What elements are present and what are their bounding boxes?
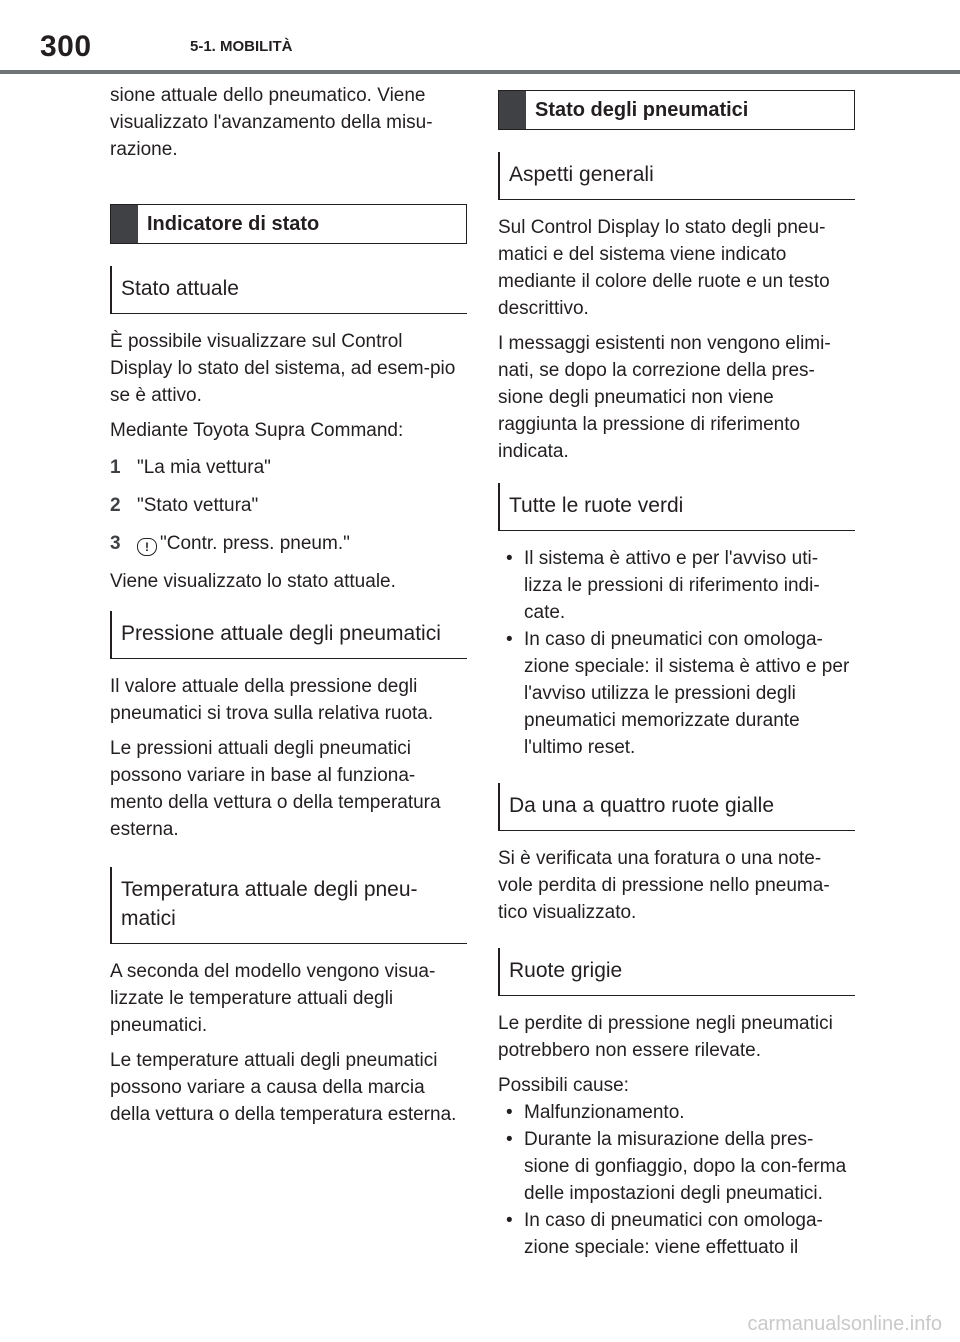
left-column — [110, 82, 467, 1136]
tire-pressure-warning-icon: ! — [137, 538, 157, 556]
step-3 — [110, 530, 467, 557]
heading-text: Stato degli pneumatici — [535, 99, 749, 121]
step-number: 3 — [110, 533, 121, 554]
list-item: • Il sistema è attivo e per l'avviso uti-lizza le pressioni di riferimento indi-cate. — [498, 545, 855, 626]
paragraph: Le pressioni attuali degli pneumatici possono variare in base al funziona-mento della vettura o della temperatura esterna. — [110, 738, 441, 840]
paragraph: È possibile visualizzare sul Control Display lo stato del sistema, ad esem-pio se è attivo. — [110, 331, 456, 406]
header-divider — [0, 70, 960, 74]
paragraph: Si è verificata una foratura o una note-vole perdita di pressione nello pneuma-tico visualizzato. — [498, 848, 830, 923]
bullet-list — [498, 545, 855, 761]
heading-stato-degli-pneumatici — [498, 90, 855, 130]
paragraph: Le perdite di pressione negli pneumatici potrebbero non essere rilevate. — [498, 1013, 833, 1061]
step-text: "Contr. press. pneum." — [160, 533, 350, 554]
heading-bar — [111, 205, 138, 243]
page-number: 300 — [40, 30, 92, 63]
paragraph: Sul Control Display lo stato degli pneu-matici e del sistema viene indicato mediante il colore delle ruote e un testo descrittivo. — [498, 217, 830, 319]
paragraph: Il valore attuale della pressione degli pneumatici si trova sulla relativa ruota. — [110, 676, 434, 724]
subheading-temperatura-attuale: Temperatura attuale degli pneu-matici — [110, 867, 467, 944]
paragraph: Possibili cause: — [498, 1075, 629, 1096]
paragraph: A seconda del modello vengono visua-lizzate le temperature attuali degli pneumatici. — [110, 961, 436, 1036]
paragraph: Mediante Toyota Supra Command: — [110, 420, 404, 441]
bullet-list — [498, 1099, 855, 1261]
subheading-pressione-attuale: Pressione attuale degli pneumatici — [110, 611, 467, 659]
step-text: "La mia vettura" — [137, 457, 271, 478]
list-item: • In caso di pneumatici con omologa-zione speciale: il sistema è attivo e per l'avviso utilizza le pressioni degli pneumatici memorizzate durante l'ultimo reset. — [498, 626, 855, 761]
paragraph: Le temperature attuali degli pneumatici possono variare a causa della marcia della vettura o della temperatura esterna. — [110, 1050, 457, 1125]
paragraph: I messaggi esistenti non vengono elimi-nati, se dopo la correzione della pres-sione degli pneumatici non viene raggiunta la pressione di riferimento indicata. — [498, 333, 831, 462]
intro-paragraph: sione attuale dello pneumatico. Viene visualizzato l'avanzamento della misu-razione. — [110, 85, 433, 160]
step-number: 2 — [110, 495, 121, 516]
heading-bar — [499, 91, 526, 129]
right-column — [498, 82, 855, 1269]
section-title: 5-1. MOBILITÀ — [190, 38, 293, 55]
subheading-stato-attuale: Stato attuale — [110, 266, 467, 314]
heading-text: Indicatore di stato — [147, 213, 320, 235]
subheading-tutte-verdi: Tutte le ruote verdi — [498, 483, 855, 531]
step-1 — [110, 454, 467, 481]
heading-indicatore-di-stato — [110, 204, 467, 244]
list-item: • In caso di pneumatici con omologa-zione speciale: viene effettuato il — [498, 1207, 855, 1261]
watermark: carmanualsonline.info — [747, 1313, 942, 1335]
step-2 — [110, 492, 467, 519]
list-item: • Durante la misurazione della pres-sione di gonfiaggio, dopo la con-ferma delle impostazioni degli pneumatici. — [498, 1126, 855, 1207]
paragraph: Viene visualizzato lo stato attuale. — [110, 571, 396, 592]
step-number: 1 — [110, 457, 121, 478]
step-text: "Stato vettura" — [137, 495, 259, 516]
subheading-ruote-gialle: Da una a quattro ruote gialle — [498, 783, 855, 831]
subheading-ruote-grigie: Ruote grigie — [498, 948, 855, 996]
subheading-aspetti-generali: Aspetti generali — [498, 152, 855, 200]
list-item: • Malfunzionamento. — [498, 1099, 855, 1126]
